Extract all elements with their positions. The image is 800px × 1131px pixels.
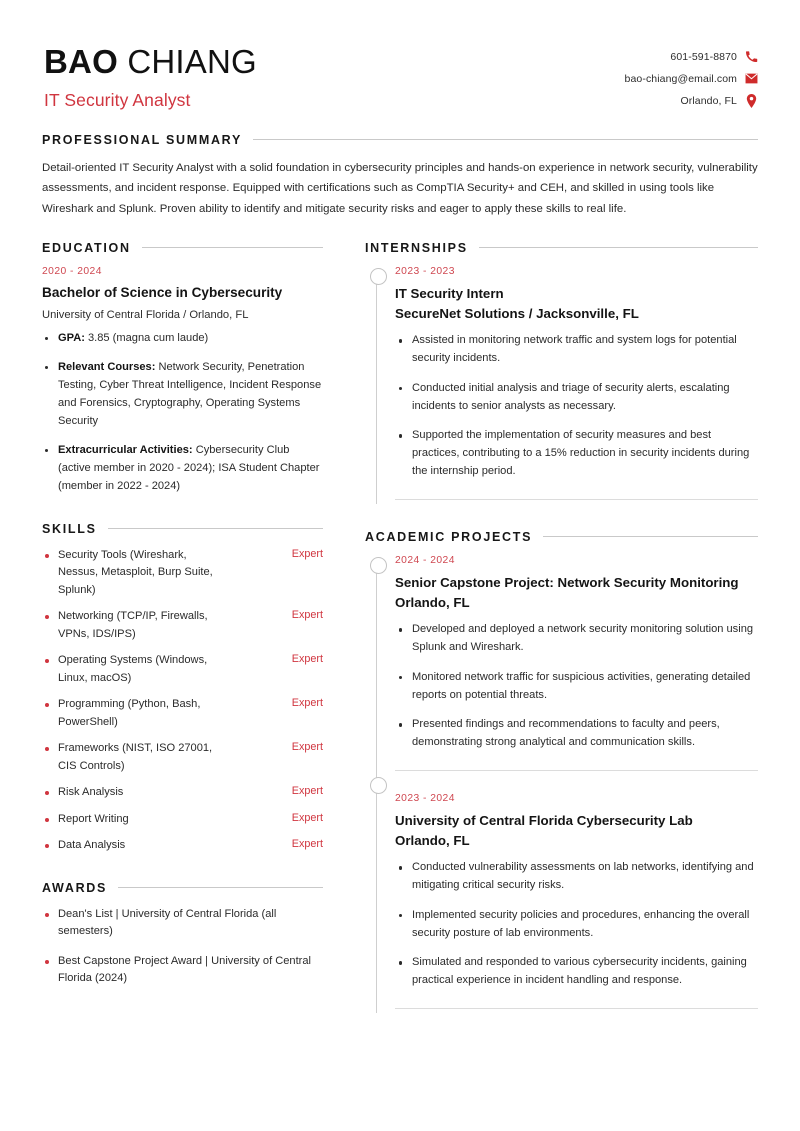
identity-block	[42, 44, 257, 111]
entry-bullets	[395, 621, 758, 752]
list-item	[42, 696, 323, 731]
skill-name: Data Analysis	[58, 839, 126, 852]
skill-name: Risk Analysis	[58, 786, 124, 799]
awards-section-head	[42, 881, 323, 895]
professional-summary-section	[42, 133, 758, 219]
internships-timeline	[365, 266, 758, 504]
list-item	[42, 784, 323, 802]
skill-name: Frameworks (NIST, ISO 27001, CIS Controls)	[58, 742, 213, 772]
skill-name: Networking (TCP/IP, Firewalls, VPNs, IDS/IPS)	[58, 610, 208, 640]
internships-section-title: INTERNSHIPS	[365, 240, 468, 255]
bullet-label: Relevant Courses:	[58, 360, 156, 373]
timeline-entry	[395, 775, 758, 1013]
list-item	[42, 811, 323, 829]
internships-section	[365, 241, 758, 504]
timeline-entry	[395, 266, 758, 504]
list-item: Assisted in monitoring network traffic and system logs for potential security incidents.	[395, 332, 758, 368]
resume-header	[42, 38, 758, 111]
last-name: CHIANG	[127, 43, 257, 80]
left-column	[42, 241, 323, 988]
education-school: University of Central Florida / Orlando, FL	[42, 308, 249, 321]
entry-org: Orlando, FL	[395, 832, 470, 848]
section-divider	[142, 247, 323, 248]
entry-date-range: 2023 - 2023	[395, 265, 455, 277]
summary-section-head	[42, 133, 758, 147]
section-divider	[253, 139, 758, 140]
location-pin-icon	[745, 94, 758, 107]
section-divider	[118, 887, 323, 888]
bullet-label: GPA:	[58, 331, 85, 344]
skills-list	[42, 547, 323, 855]
academic-projects-section-title: ACADEMIC PROJECTS	[365, 529, 533, 544]
section-divider	[479, 247, 758, 248]
education-degree: Bachelor of Science in Cybersecurity	[42, 284, 283, 300]
list-item	[42, 837, 323, 855]
section-divider	[543, 536, 758, 537]
candidate-name	[44, 44, 257, 81]
bullet-text: Network Security, Penetration Testing, Cyber Threat Intelligence, Incident Response and Forensics, Cryptography, Operating Systems Security	[58, 360, 322, 427]
bullet-text: Cybersecurity Club (active member in 2020 - 2024); ISA Student Chapter (member in 2022 - 2024)	[58, 443, 320, 492]
resume-columns	[42, 241, 758, 1013]
academic-projects-timeline	[365, 555, 758, 1013]
first-name: BAO	[44, 43, 118, 80]
entry-role: University of Central Florida Cybersecurity Lab	[395, 812, 693, 828]
skill-level: Expert	[291, 838, 323, 851]
education-bullets	[42, 330, 323, 496]
academic-projects-section	[365, 530, 758, 1013]
list-item: Simulated and responded to various cybersecurity incidents, gaining practical experience in incident handling and response.	[395, 954, 758, 990]
skill-name: Security Tools (Wireshark, Nessus, Metasploit, Burp Suite, Splunk)	[58, 548, 213, 596]
list-item	[42, 740, 323, 775]
list-item: Conducted initial analysis and triage of security alerts, escalating incidents to senior analysts as necessary.	[395, 380, 758, 416]
list-item	[42, 359, 323, 431]
awards-list	[42, 906, 323, 988]
entry-bullets	[395, 332, 758, 480]
contact-phone-text: 601-591-8870	[670, 50, 737, 63]
education-section	[42, 241, 323, 496]
entry-date-range: 2024 - 2024	[395, 554, 455, 566]
bullet-text: 3.85 (magna cum laude)	[84, 331, 209, 344]
education-date-range: 2020 - 2024	[42, 265, 102, 277]
contact-phone[interactable]	[670, 50, 758, 63]
skill-level: Expert	[291, 811, 323, 824]
list-item	[42, 608, 323, 643]
entry-divider	[395, 770, 758, 771]
skill-name: Report Writing	[58, 812, 129, 825]
skill-level: Expert	[291, 547, 323, 560]
skill-name: Programming (Python, Bash, PowerShell)	[58, 698, 201, 728]
entry-bullets	[395, 859, 758, 990]
bullet-label: Extracurricular Activities:	[58, 443, 193, 456]
skill-name: Operating Systems (Windows, Linux, macOS)	[58, 654, 208, 684]
list-item: Monitored network traffic for suspicious activities, generating detailed reports on potential threats.	[395, 669, 758, 705]
skill-level: Expert	[291, 609, 323, 622]
skill-level: Expert	[291, 653, 323, 666]
contact-email-text: bao-chiang@email.com	[624, 72, 737, 85]
awards-section-title: AWARDS	[42, 880, 108, 895]
entry-divider	[395, 499, 758, 500]
list-item	[42, 652, 323, 687]
contact-email[interactable]	[625, 72, 758, 85]
internships-section-head	[365, 241, 758, 255]
entry-role: IT Security Intern	[395, 285, 504, 301]
section-divider	[108, 528, 323, 529]
list-item: Conducted vulnerability assessments on lab networks, identifying and mitigating critical security risks.	[395, 859, 758, 895]
entry-date-range: 2023 - 2024	[395, 792, 455, 804]
timeline-entry	[395, 555, 758, 775]
job-title: IT Security Analyst	[44, 89, 191, 110]
list-item: Dean's List | University of Central Florida (all semesters)	[42, 906, 323, 941]
entry-org: Orlando, FL	[395, 594, 470, 610]
list-item: Presented findings and recommendations to faculty and peers, demonstrating strong analytical and communication skills.	[395, 716, 758, 752]
education-section-title: EDUCATION	[42, 240, 131, 255]
entry-divider	[395, 1008, 758, 1009]
contact-location[interactable]	[680, 94, 758, 107]
list-item: Developed and deployed a network security monitoring solution using Splunk and Wireshark.	[395, 621, 758, 657]
contact-location-text: Orlando, FL	[680, 94, 737, 107]
skills-section-title: SKILLS	[42, 521, 97, 536]
education-section-head	[42, 241, 323, 255]
entry-org: SecureNet Solutions / Jacksonville, FL	[395, 305, 639, 321]
skill-level: Expert	[291, 741, 323, 754]
skill-level: Expert	[291, 785, 323, 798]
list-item: Supported the implementation of security measures and best practices, contributing to a 15% reduction in security incidents during the internship period.	[395, 427, 758, 480]
academic-projects-section-head	[365, 530, 758, 544]
skills-section-head	[42, 522, 323, 536]
entry-role: Senior Capstone Project: Network Security Monitoring	[395, 574, 739, 590]
contact-list	[625, 44, 758, 107]
list-item	[42, 547, 323, 600]
phone-icon	[745, 50, 758, 63]
list-item: Implemented security policies and procedures, enhancing the overall security posture of lab environments.	[395, 907, 758, 943]
summary-text: Detail-oriented IT Security Analyst with a solid foundation in cybersecurity principles and hands-on experience in network security, vulnerability assessments, and incident response. Equipped with certifications such as CompTIA Security+ and CEH, and skilled in using tools like Wireshark and Splunk. Proven ability to identify and mitigate security risks and eager to apply these skills to real life.	[42, 161, 758, 215]
list-item	[42, 330, 323, 348]
summary-section-title: PROFESSIONAL SUMMARY	[42, 132, 242, 147]
envelope-icon	[745, 72, 758, 85]
right-column	[323, 241, 758, 1013]
list-item	[42, 442, 323, 496]
list-item: Best Capstone Project Award | University of Central Florida (2024)	[42, 953, 323, 988]
skills-section	[42, 522, 323, 855]
awards-section	[42, 881, 323, 988]
skill-level: Expert	[291, 697, 323, 710]
